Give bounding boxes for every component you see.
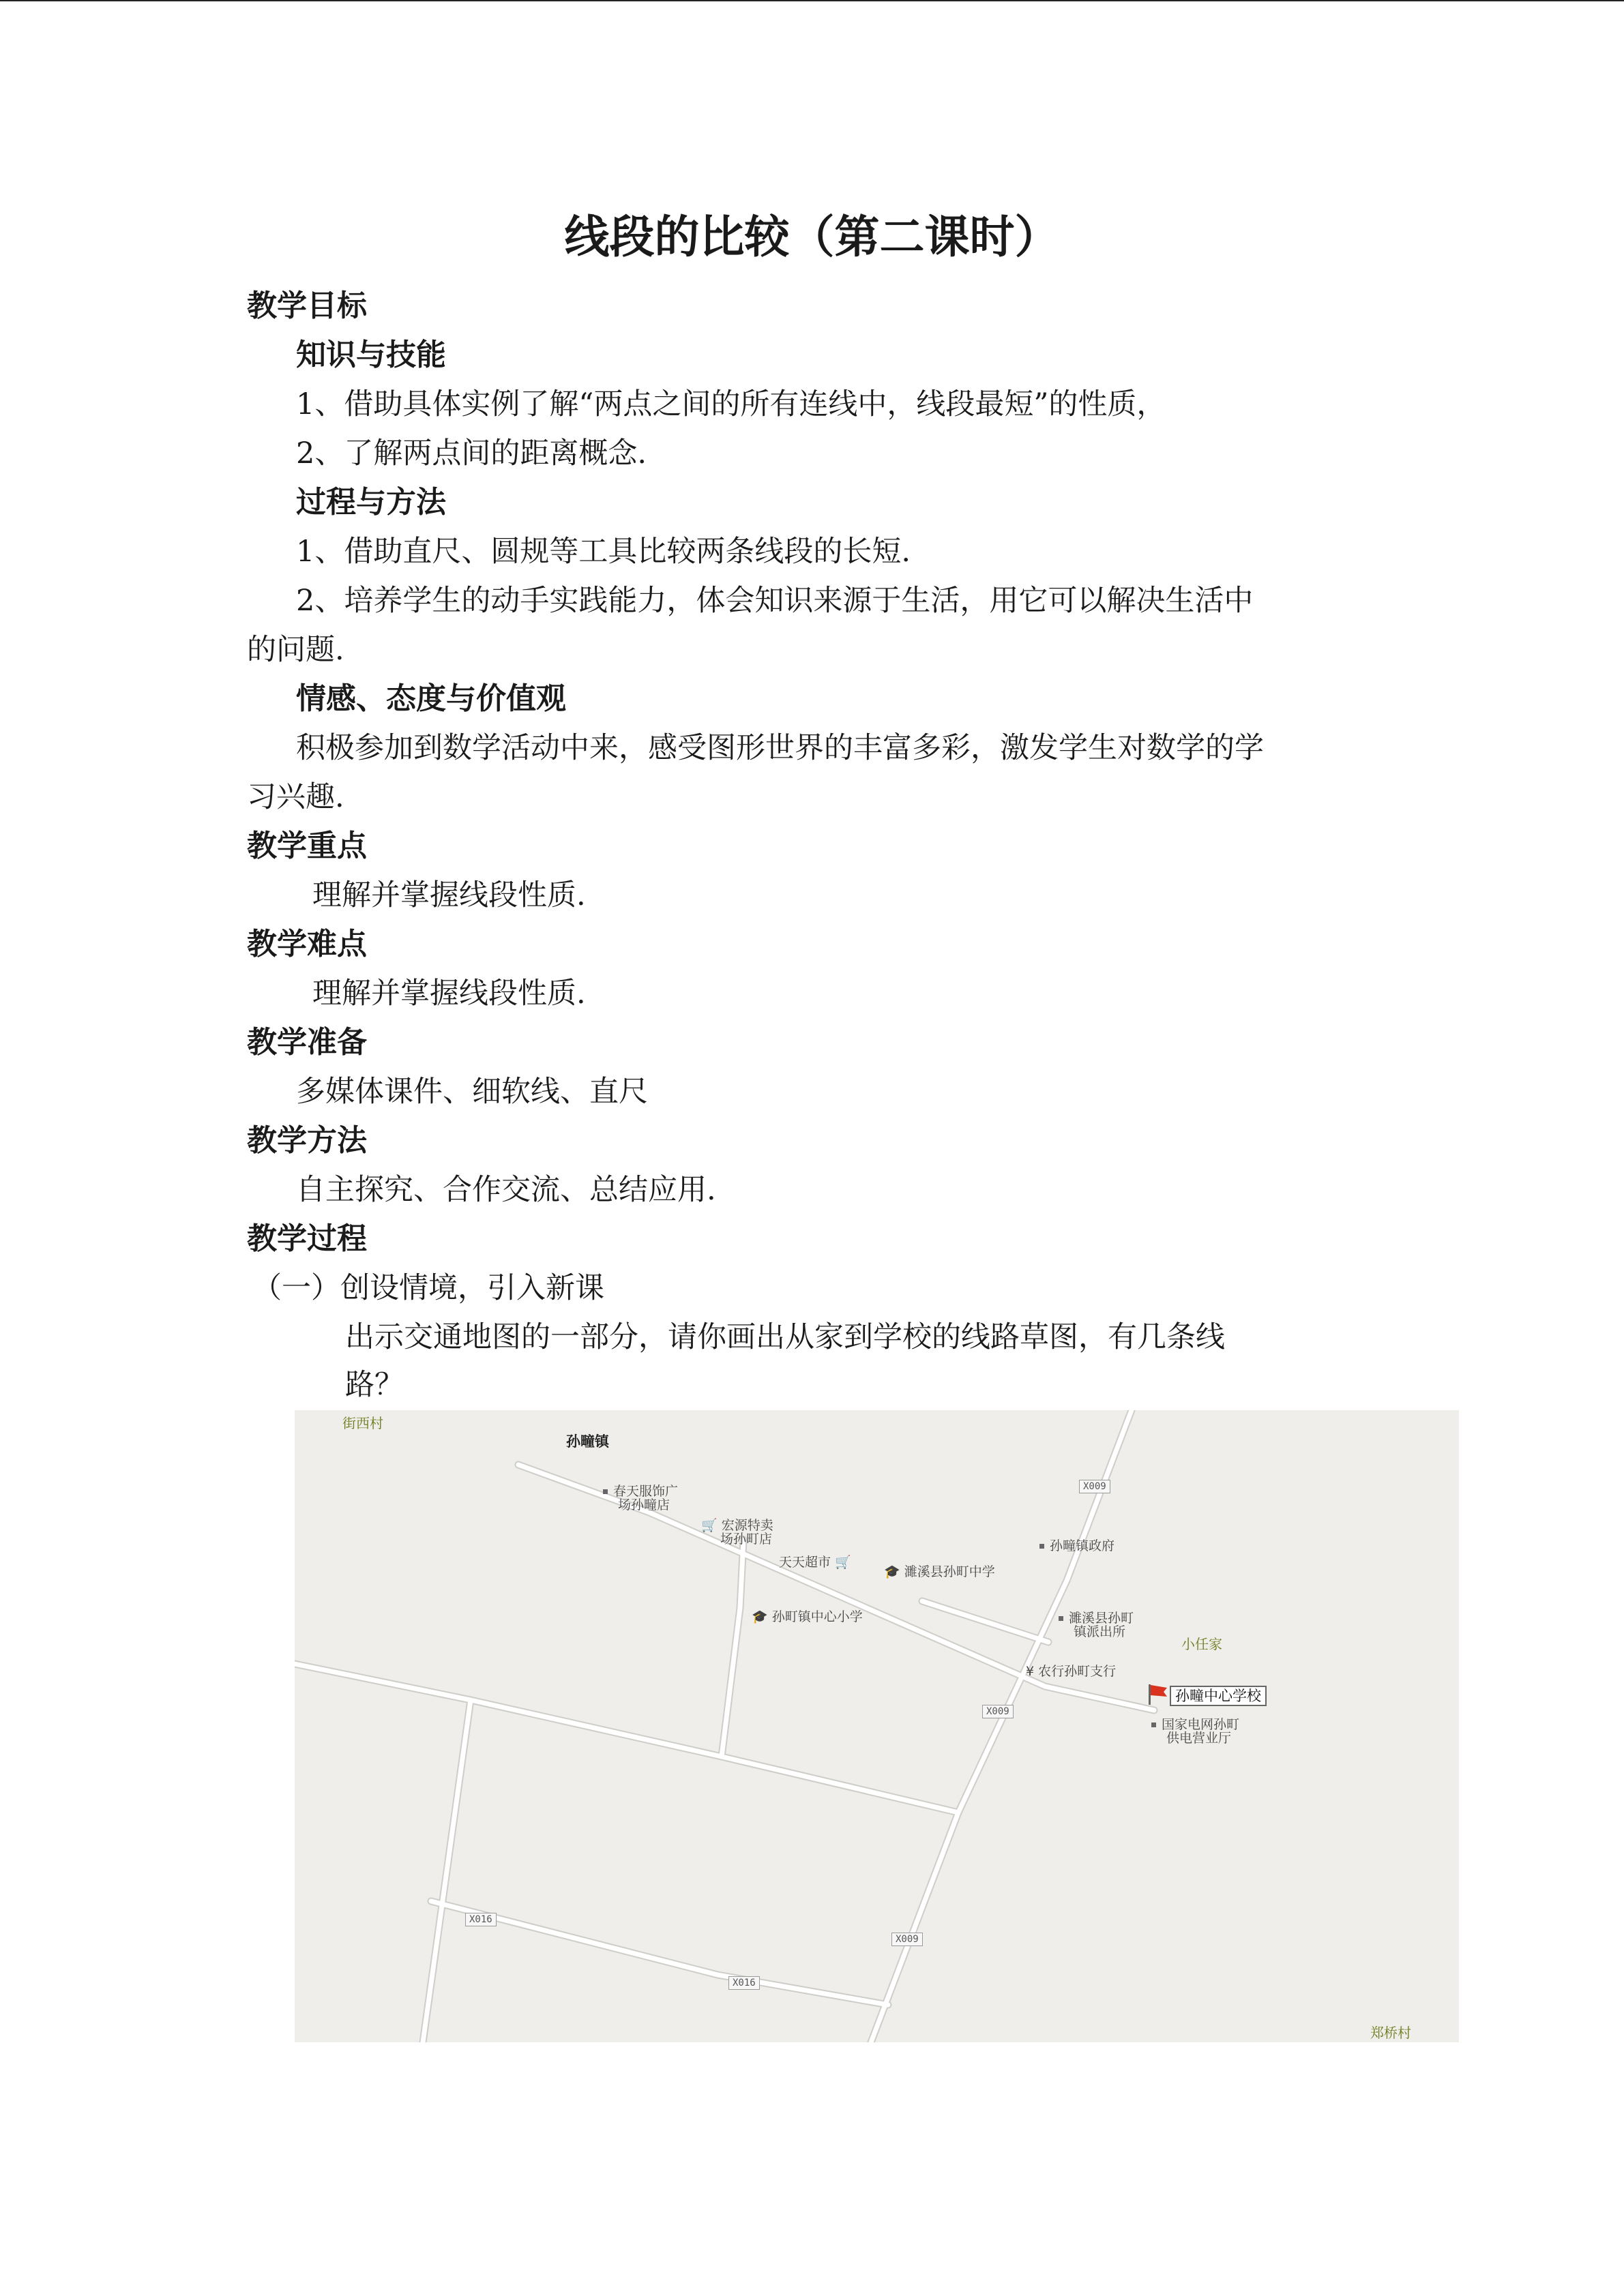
knowledge-item-2: 2、了解两点间的距离概念.	[296, 436, 647, 471]
method-text: 自主探究、合作交流、总结应用.	[296, 1173, 716, 1207]
road-shield-x016-right: X016	[728, 1976, 760, 1990]
map-poi-grid-line-1: 国家电网孙町	[1162, 1717, 1240, 1732]
map-poi-government	[1039, 1538, 1114, 1553]
map-poi-government-label: 孙疃镇政府	[1050, 1538, 1115, 1553]
poi-marker-icon	[1151, 1723, 1156, 1727]
road-shield-x009-top: X009	[1079, 1480, 1110, 1493]
method-heading: 教学方法	[247, 1123, 367, 1158]
emotion-heading: 情感、态度与价值观	[296, 681, 566, 716]
map-poi-primary-school	[752, 1609, 863, 1624]
map-poi-middle-school-label: 濉溪县孙町中学	[904, 1564, 995, 1579]
map-poi-police-line-1: 濉溪县孙町	[1069, 1611, 1134, 1626]
difficulty-text: 理解并掌握线段性质.	[312, 976, 586, 1011]
process-item-2-cont: 的问题.	[247, 633, 344, 667]
poi-marker-icon	[1059, 1616, 1063, 1621]
knowledge-item-1: 1、借助具体实例了解“两点之间的所有连线中，线段最短”的性质，	[296, 387, 1166, 421]
map-poi-middle-school	[884, 1564, 995, 1579]
road-shield-x009-bottom: X009	[891, 1933, 923, 1946]
emotion-text: 积极参加到数学活动中来，感受图形世界的丰富多彩，激发学生对数学的学	[296, 731, 1264, 765]
map-poi-tiantian	[779, 1555, 851, 1570]
preparation-heading: 教学准备	[247, 1025, 367, 1060]
map-poi-hongyuan-line-2: 场孙町店	[720, 1532, 773, 1547]
preparation-text: 多媒体课件、细软线、直尺	[296, 1075, 648, 1109]
map-poi-police-line-2: 镇派出所	[1074, 1624, 1126, 1639]
map-roads	[295, 1410, 1459, 2042]
map-poi-bank	[1026, 1664, 1116, 1679]
school-icon: 🎓	[752, 1609, 768, 1624]
school-icon: 🎓	[884, 1564, 900, 1579]
map-label-xiaorenjia: 小任家	[1181, 1636, 1222, 1652]
key-points-heading: 教学重点	[247, 829, 367, 863]
map-label-jiexi: 街西村	[342, 1415, 383, 1431]
map-poi-tiantian-label: 天天超市	[779, 1555, 831, 1570]
map-poi-hongyuan	[701, 1518, 773, 1533]
map-poi-chuntian-line-1: 春天服饰广	[613, 1484, 679, 1499]
key-points-text: 理解并掌握线段性质.	[312, 878, 586, 912]
traffic-map	[295, 1410, 1459, 2042]
red-flag-icon	[1145, 1682, 1170, 1706]
map-poi-bank-label: 农行孙町支行	[1038, 1664, 1117, 1679]
map-poi-police	[1059, 1611, 1134, 1626]
knowledge-heading: 知识与技能	[296, 338, 446, 372]
map-poi-chuntian	[603, 1484, 678, 1499]
map-poi-grid-line-2: 供电营业厅	[1166, 1731, 1232, 1746]
map-label-zhengqiao: 郑桥村	[1370, 2025, 1411, 2041]
process-item-2: 2、培养学生的动手实践能力，体会知识来源于生活，用它可以解决生活中	[296, 584, 1254, 618]
map-label-sunzhuang: 孙疃镇	[566, 1433, 609, 1450]
process-item-1: 1、借助直尺、圆规等工具比较两条线段的长短.	[296, 535, 911, 569]
map-poi-chuntian-line-2: 场孙疃店	[618, 1497, 670, 1512]
emotion-text-cont: 习兴趣.	[247, 780, 344, 814]
process-heading: 过程与方法	[296, 485, 446, 520]
difficulty-heading: 教学难点	[247, 927, 367, 961]
procedure-step-1-text: 出示交通地图的一部分，请你画出从家到学校的线路草图，有几条线	[345, 1320, 1225, 1354]
page-title: 线段的比较（第二课时）	[564, 211, 1060, 263]
shopping-cart-icon: 🛒	[701, 1518, 718, 1533]
procedure-step-1: （一）创设情境，引入新课	[252, 1271, 604, 1305]
poi-marker-icon	[603, 1489, 608, 1494]
map-school-label: 孙疃中心学校	[1170, 1686, 1267, 1706]
map-poi-hongyuan-line-1: 宏源特卖	[721, 1518, 773, 1533]
page-top-border	[0, 0, 1624, 1]
map-poi-grid	[1151, 1717, 1239, 1732]
poi-marker-icon	[1039, 1544, 1044, 1549]
road-shield-x016-left: X016	[465, 1913, 497, 1926]
shopping-cart-icon: 🛒	[835, 1555, 851, 1570]
map-poi-primary-school-label: 孙町镇中心小学	[771, 1609, 863, 1624]
objectives-heading: 教学目标	[247, 288, 367, 323]
road-shield-x009-mid: X009	[982, 1705, 1014, 1718]
procedure-heading: 教学过程	[247, 1221, 367, 1256]
procedure-step-1-text-cont: 路？	[345, 1368, 404, 1402]
bank-icon: ¥	[1026, 1664, 1035, 1679]
